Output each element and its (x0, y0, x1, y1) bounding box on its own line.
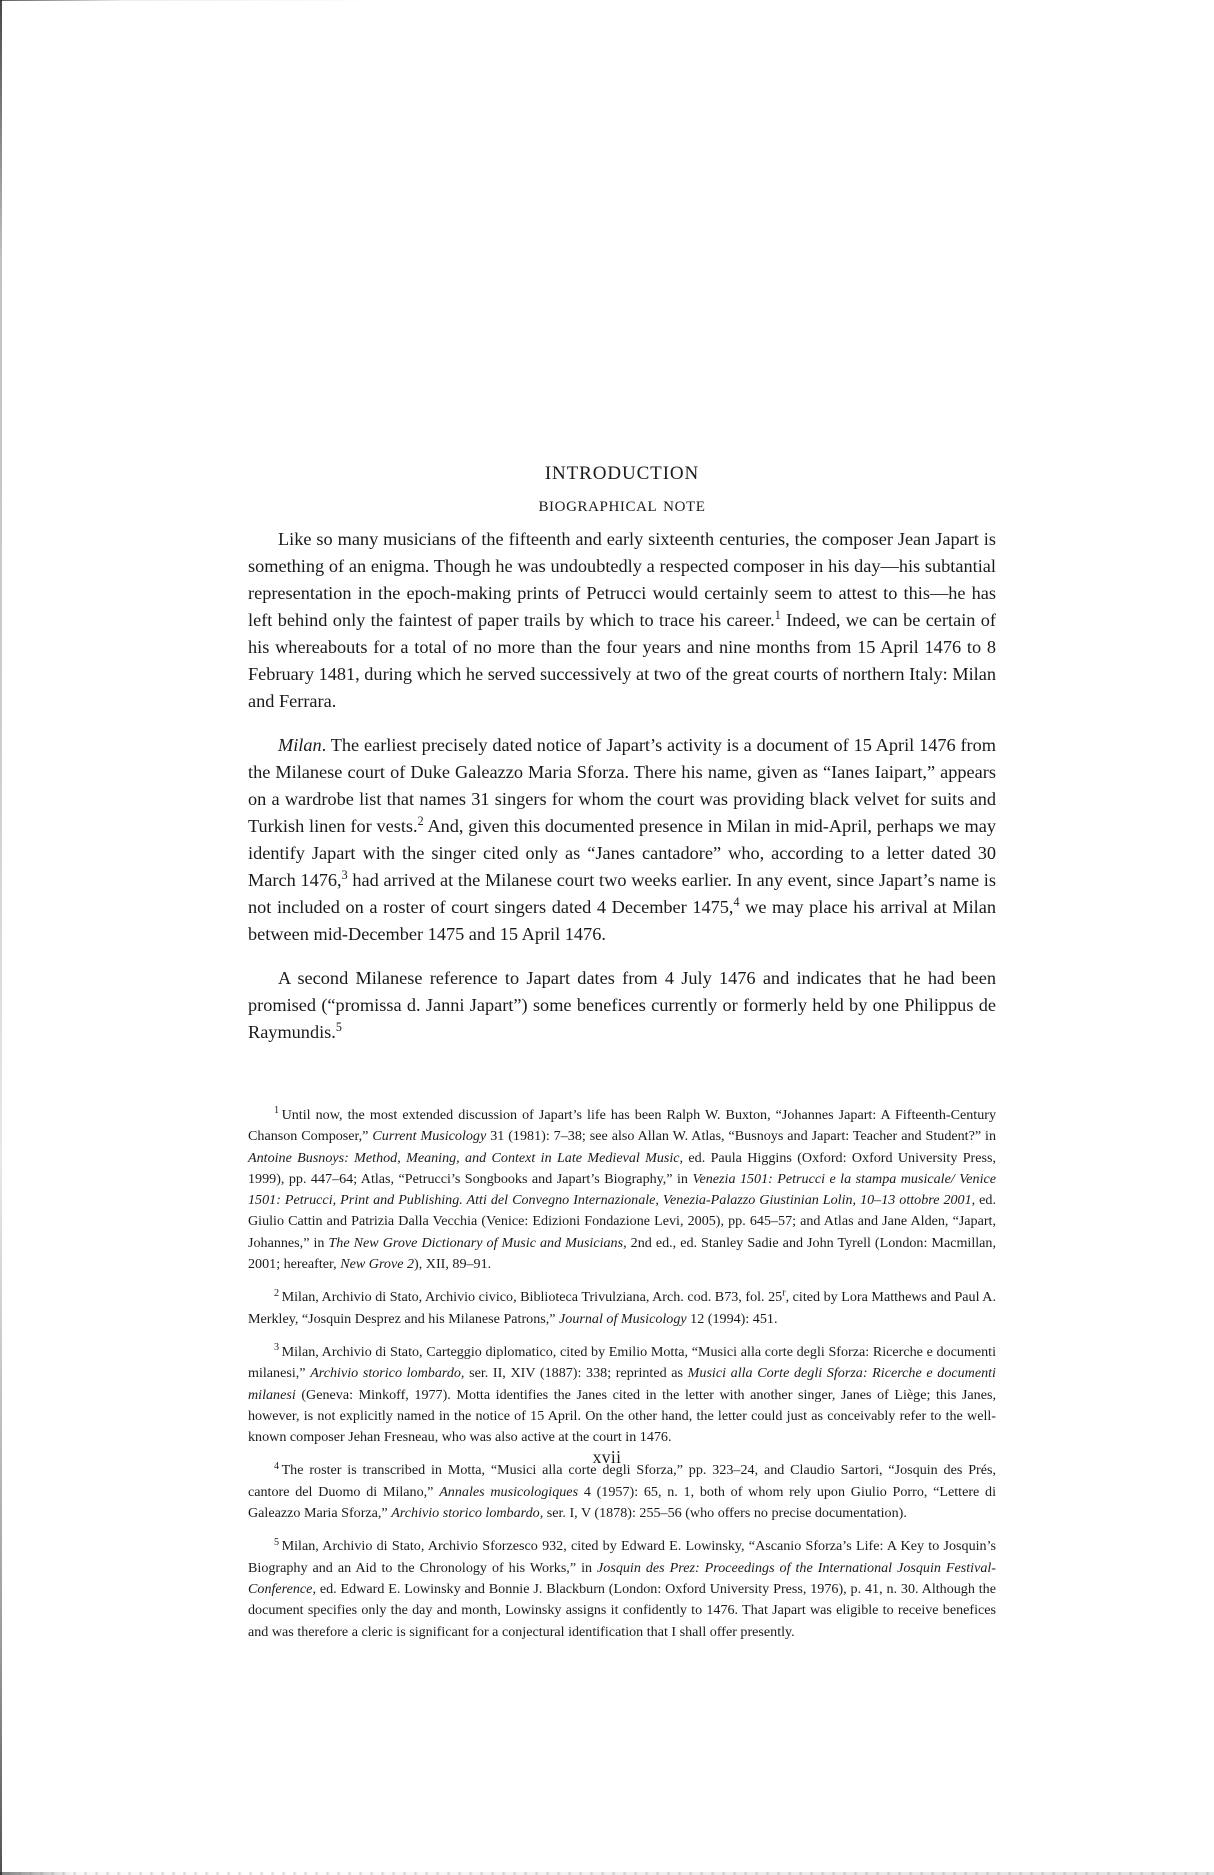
page-title: introduction (544, 455, 700, 485)
footnote-ref-2[interactable]: 2 (417, 813, 424, 828)
paragraph-text-cont2: had arrived at the Milanese court two weeks earlier. In any event, since Japart’s name is not included on a roster of court singers dated 4 December 1475, (248, 870, 996, 917)
footnote-number: 4 (274, 1460, 280, 1472)
roman-run: , cited by Lora Matthews and Paul A. Merkley, “Josquin Desprez and his Milanese Patrons,” (248, 1289, 996, 1327)
footnote-2 (248, 1287, 996, 1330)
italic-run: Archivio storico lombardo, (310, 1365, 465, 1382)
footnote-1 (248, 1105, 996, 1275)
footnotes-block (248, 1105, 996, 1643)
section-title: biographical note (538, 492, 706, 516)
footnote-number: 5 (274, 1536, 280, 1548)
footnote-text (248, 1107, 996, 1272)
roman-run: ser. I, V (1878): 255–56 (who offers no precise documentation). (543, 1505, 907, 1522)
italic-run: Venezia 1501: Petrucci e la stampa musicale/ Venice 1501: Petrucci, Print and Publishing. Atti del Convegno Internazionale, Venezia-Palazzo Giustinian Lolin, 10–13 ottobre 2001 (248, 1170, 996, 1209)
paragraph-text-cont: Indeed, we can be certain of his whereabouts for a total of no more than the four years and nine months from 15 April 1476 to 8 February 1481, during which he served successively at two of the great courts of northern Italy: Milan and Ferrara. (248, 610, 996, 711)
footnote-ref-1[interactable]: 1 (774, 607, 781, 622)
footnote-ref-3[interactable]: 3 (341, 867, 348, 882)
roman-run: 2nd ed., ed. Stanley Sadie and John Tyrell (London: Macmillan, 2001; hereafter, (248, 1234, 996, 1273)
roman-run: The roster is transcribed in Motta, “Musici alla corte degli Sforza,” pp. 323–24, and Claudio Sartori, “Josquin des Prés, cantore del Duomo di Milano,” (248, 1462, 996, 1500)
roman-run: (Geneva: Minkoff, 1977). Motta identifies the Janes cited in the letter with another singer, Janes of Liège; this Janes, however, is not explicitly named in the notice of 15 April. On the other hand, the letter could just as conceivably refer to the well-known composer Jehan Fresneau, who was also active at the court in 1476. (248, 1386, 996, 1446)
footnote-text (248, 1289, 996, 1326)
body-paragraph-3 (248, 965, 996, 1046)
roman-run: 31 (1981): 7–38; see also Allan W. Atlas, “Busnoys and Japart: Teacher and Student?” in (486, 1128, 997, 1145)
scan-edge-left (0, 0, 2, 1875)
footnote-ref-4[interactable]: 4 (733, 894, 740, 909)
footnote-3 (248, 1342, 996, 1448)
italic-run: Journal of Musicology (559, 1310, 687, 1327)
footnote-number: 3 (274, 1342, 280, 1354)
italic-run: New Grove 2 (340, 1256, 415, 1273)
footnote-text (248, 1538, 996, 1639)
paragraph-text: . The earliest precisely dated notice of Japart’s activity is a document of 15 April 1476 from the Milanese court of Duke Galeazzo Maria Sforza. There his name, given as “Ianes Iaipart,” appears on a wardrobe list that names 31 singers for whom the court was providing black velvet for suits and Turkish linen for vests. (248, 735, 996, 836)
roman-run: Milan, Archivio di Stato, Archivio civico, Biblioteca Trivulziana, Arch. cod. B73, fol. 25 (281, 1289, 783, 1306)
italic-run: Josquin des Prez: Proceedings of the International Josquin Festival-Conference, (248, 1559, 996, 1597)
italic-run: Antoine Busnoys: Method, Meaning, and Context in Late Medieval Music, (248, 1149, 684, 1166)
roman-run: ), XII, 89–91. (414, 1256, 492, 1273)
footnote-text (248, 1344, 996, 1445)
roman-run: ser. II, XIV (1887): 338; reprinted as (464, 1365, 688, 1382)
superscript-run: r (782, 1287, 786, 1299)
body-paragraph-1 (248, 526, 996, 715)
footnote-number: 1 (274, 1105, 280, 1117)
footnote-ref-5[interactable]: 5 (335, 1019, 342, 1034)
roman-run: , ed. Giulio Cattin and Patrizia Dalla Vecchia (Venice: Edizioni Fondazione Levi, 2005), pp. 645–57; and Atlas and Jane Alden, “Japart, Johannes,” in (248, 1192, 996, 1251)
roman-run: Milan, Archivio di Stato, Archivio Sforzesco 932, cited by Edward E. Lowinsky, “Ascanio Sforza’s Life: A Key to Josquin’s Biography and an Aid to the Chronology of his Works,” in (248, 1538, 996, 1576)
paragraph-text: Like so many musicians of the fifteenth and early sixteenth centuries, the composer Jean Japart is something of an enigma. Though he was undoubtedly a respected composer in his day—his subtantial representation in the epoch-making prints of Petrucci would certainly seem to attest to this—he has left behind only the faintest of paper trails by which to trace his career. (248, 529, 996, 630)
italic-run: Annales musicologiques (439, 1483, 579, 1500)
italic-run: Current Musicology (372, 1128, 487, 1145)
roman-run: Milan, Archivio di Stato, Carteggio diplomatico, cited by Emilio Motta, “Musici alla corte degli Sforza: Ricerche e documenti milanesi,” (248, 1343, 996, 1382)
roman-run: 4 (1957): 65, n. 1, both of whom rely upon Giulio Porro, “Lettere di Galeazzo Maria Sforza,” (248, 1483, 997, 1522)
page-number: xvii (592, 1447, 622, 1467)
body-paragraph-2 (248, 732, 996, 948)
footnote-number: 2 (274, 1287, 280, 1299)
italic-run: Archivio storico lombardo, (391, 1505, 544, 1522)
paragraph-text: A second Milanese reference to Japart dates from 4 July 1476 and indicates that he had been promised (“promissa d. Janni Japart”) some benefices currently or formerly held by one Philippus de Raymundis. (248, 968, 996, 1042)
paragraph-text-cont3: we may place his arrival at Milan between mid-December 1475 and 15 April 1476. (248, 897, 996, 944)
footnote-text (248, 1462, 996, 1521)
roman-run: ed. Paula Higgins (Oxford: Oxford University Press, 1999), pp. 447–64; Atlas, “Petrucci’s Songbooks and Japart’s Biography,” in (248, 1149, 996, 1187)
roman-run: Until now, the most extended discussion of Japart’s life has been Ralph W. Buxton, “Johannes Japart: A Fifteenth-Century Chanson Composer,” (248, 1107, 996, 1145)
roman-run: ed. Edward E. Lowinsky and Bonnie J. Blackburn (London: Oxford University Press, 1976), p. 41, n. 30. Although the document specifies only the day and month, Lowinsky assigns it confidently to 1476. That Japart was eligible to receive benefices and was therefore a cleric is significant for a conjectural identification that I shall offer presently. (248, 1580, 996, 1640)
footnote-4 (248, 1460, 996, 1524)
scan-edge-top (0, 0, 1214, 1)
place-name-milan: Milan (278, 735, 322, 755)
roman-run: 12 (1994): 451. (686, 1310, 778, 1327)
italic-run: The New Grove Dictionary of Music and Musicians, (328, 1234, 627, 1251)
paragraph-text-cont: And, given this documented presence in Milan in mid-April, perhaps we may identify Japart with the singer cited only as “Janes cantadore” who, according to a letter dated 30 March 1476, (248, 816, 996, 890)
footnote-5 (248, 1536, 996, 1642)
italic-run: Musici alla Corte degli Sforza: Ricerche e documenti milanesi (248, 1365, 996, 1403)
